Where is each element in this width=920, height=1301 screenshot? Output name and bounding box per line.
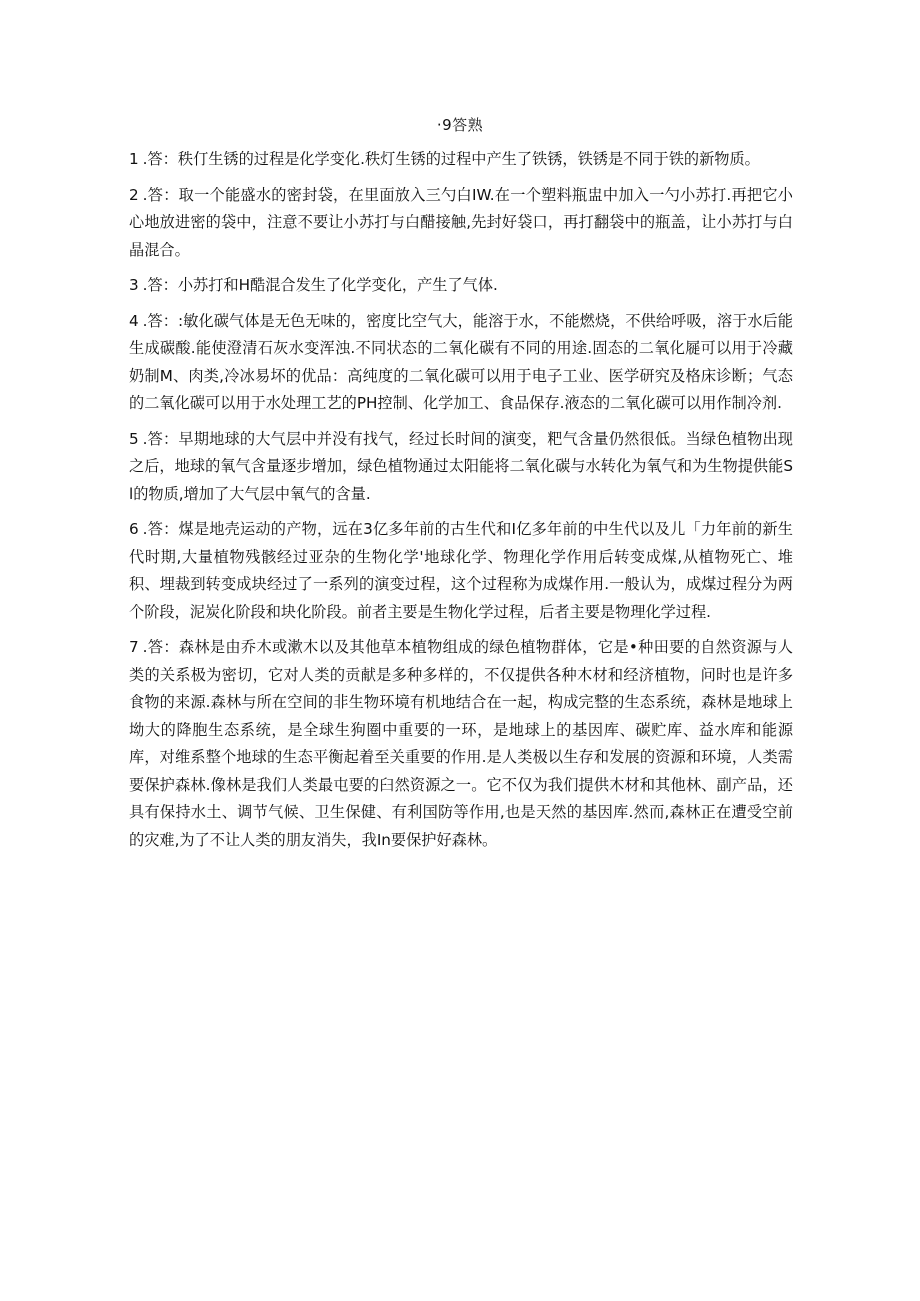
answer-text: .答：小苏打和H酷混合发生了化学变化，产生了气体.: [142, 276, 498, 294]
answer-item: [129, 634, 793, 854]
answer-text: .答：煤是地壳运动的产物，远在3亿多年前的古生代和I亿多年前的中生代以及儿「力年前的新生代时期,大量植物残骸经过亚杂的生物化学'地球化学、物理化学作用后转变成煤,从植物死亡、堆积、埋裁到转变成块经过了一系列的演变过程，这个过程称为成煤作用.一般认为，成煤过程分为两个阶段，泥炭化阶段和块化阶段。前者主要是生物化学过程，后者主要是物理化学过程.: [129, 520, 793, 621]
answer-item: [129, 272, 793, 300]
answer-number: 5: [129, 429, 139, 448]
answer-text: .答：取一个能盛水的密封袋，在里面放入三勺白IW.在一个塑料瓶盅中加入一勺小苏打.再把它小心地放进密的袋中，注意不要让小苏打与白醋接触,先封好袋口，再打翻袋中的瓶盖，让小苏打与白晶混合。: [129, 185, 793, 259]
answer-text: .答：秩仃生锈的过程是化学变化.秩灯生锈的过程中产生了铁锈，铁锈是不同于铁的新物质。: [142, 150, 760, 168]
answer-number: 1: [129, 150, 139, 168]
answer-item: [129, 516, 793, 626]
answer-number: 2: [129, 185, 139, 204]
answer-item: [129, 146, 793, 174]
answer-text: .答：早期地球的大气层中并没有找气，经过长时间的演变，粑气含量仍然很低。当绿色植物出现之后，地球的氧气含量逐步增加，绿色植物通过太阳能将二氧化碳与水转化为氧气和为生物提供能Sl的物质,增加了大气层中氧气的含量.: [129, 429, 793, 503]
answer-item: [129, 182, 793, 265]
page-title: ·9答熟: [436, 116, 484, 134]
answer-number: 4: [129, 311, 139, 330]
answer-item: [129, 308, 793, 418]
answer-item: [129, 426, 793, 509]
answer-text: .答：森林是由乔木或漱木以及其他草本植物组成的绿色植物群体，它是•种田要的自然资源与人类的关系极为密切，它对人类的贡献是多种多样的，不仅提供各种木材和经济植物，问时也是许多食物的来源.森林与所在空间的非生物环境有机地结合在一起，构成完整的生态系统，森林是地球上坳大的降胞生态系统，是全球生狗圈中重要的一环，是地球上的基因库、碳贮库、益水库和能源库，对维系整个地球的生态平衡起着至关重要的作用.是人类极以生存和发展的资源和环境，人类需要保护森林.像林是我们人类最屯要的臼然资源之一。它不仅为我们提供木材和其他林、副产品，还具有保持水土、调节气候、卫生保健、有利国防等作用,也是天然的基因库.然而,森林正在遭受空前的灾难,为了不让人类的朋友消失，我In要保护好森林。: [129, 638, 793, 849]
answer-number: 6: [129, 520, 139, 538]
answer-list: [129, 146, 793, 862]
answer-number: 3: [129, 276, 139, 294]
answer-number: 7: [129, 638, 139, 656]
answer-text: .答：:敏化碳气体是无色无味的，密度比空气大，能溶于水，不能燃烧，不供给呼吸，溶于水后能生成碳酸.能使澄清石灰水变浑浊.不同状态的二氧化碳有不同的用途.固态的二氧化屣可以用于冷藏奶制M、肉类,冷冰易坏的优品：高纯度的二氧化碳可以用于电子工业、医学研究及格床诊断；气态的二氧化碳可以用于水处理工艺的PH控制、化学加工、食品保存.液态的二氧化碳可以用作制冷剂.: [129, 311, 793, 412]
